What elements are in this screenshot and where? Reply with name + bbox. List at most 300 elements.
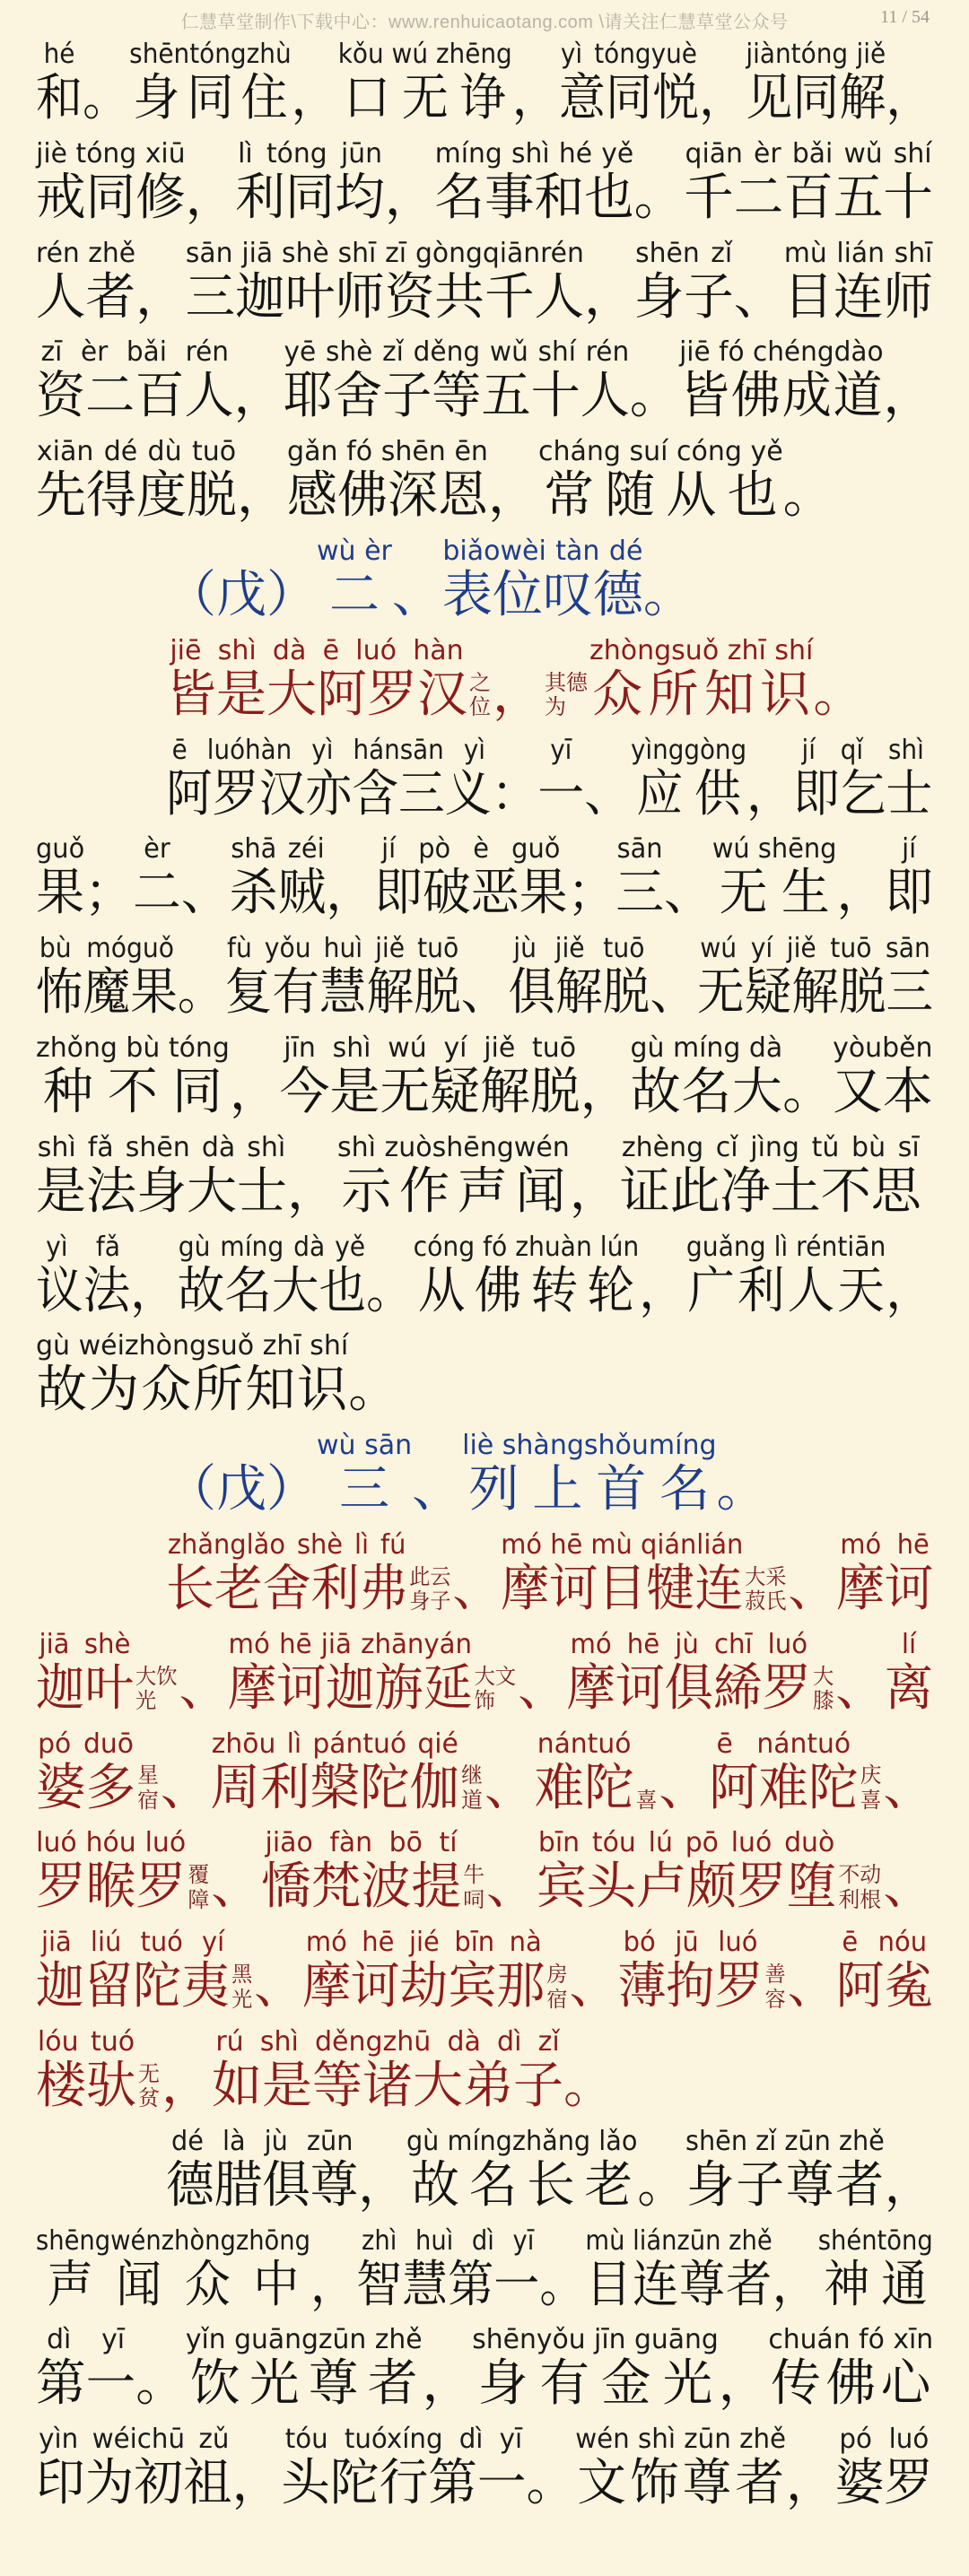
pinyin-text: xiān dé dù tuō — [36, 436, 237, 468]
punctuation: 、 — [452, 1560, 502, 1618]
hanzi-with-pinyin — [356, 2224, 540, 2314]
hanzi-text: 三迦叶师资共千人 — [185, 267, 585, 326]
hanzi-with-pinyin — [133, 833, 181, 923]
pinyin-text: dé là jù zūn — [166, 2125, 359, 2157]
punctuation: ， — [584, 267, 634, 326]
pinyin-text: pó duō — [36, 1727, 136, 1760]
hanzi-text: 常随从也 — [538, 466, 783, 526]
hanzi-text: 无生 — [711, 864, 837, 923]
pinyin-text: bīn tóu lú pō luó duò — [536, 1827, 837, 1859]
hanzi-with-pinyin — [36, 1827, 187, 1917]
hanzi-text: 人者 — [36, 267, 136, 326]
commentary-line — [36, 919, 934, 1023]
annotation-char: 喜 — [635, 1788, 658, 1813]
hanzi-text: 周利槃陀伽 — [210, 1758, 460, 1817]
annotation-char: 庆 — [860, 1762, 882, 1788]
pinyin-text: lóu tuó — [36, 2026, 136, 2058]
punctuation: 、 — [254, 1957, 303, 2016]
hanzi-with-pinyin — [36, 2224, 310, 2314]
pinyin-text: jiā liú tuó yí — [36, 1927, 231, 1959]
hanzi-text: 资二百人 — [36, 367, 234, 426]
punctuation: ， — [130, 1261, 178, 1320]
pinyin-text: yē shè zǐ děng wǔ shí rén — [283, 336, 630, 369]
hanzi-text: 身有金光 — [472, 2354, 719, 2414]
inline-annotation — [461, 1763, 483, 1813]
hanzi-with-pinyin — [36, 39, 83, 127]
punctuation: 、 — [883, 1758, 933, 1817]
hanzi-with-pinyin — [36, 2324, 136, 2414]
pinyin-text: mù lián shī — [783, 237, 933, 269]
hanzi-with-pinyin — [36, 1032, 230, 1121]
hanzi-text: 薄拘罗 — [617, 1957, 764, 2016]
punctuation: 。 — [526, 2454, 576, 2513]
punctuation: 、 — [484, 1758, 535, 1817]
pinyin-text: lì tóng jūn — [235, 137, 385, 170]
hanzi-text: 耶舍子等五十人 — [283, 367, 630, 426]
inline-annotation — [138, 2062, 160, 2111]
punctuation: 、 — [788, 1560, 837, 1618]
hanzi-with-pinyin — [36, 1330, 349, 1420]
pinyin-text: tóu tuóxíng dì yī — [281, 2424, 527, 2456]
hanzi-text: 戒同修 — [36, 168, 186, 227]
punctuation: ， — [162, 2057, 212, 2115]
hanzi-with-pinyin — [129, 39, 292, 127]
punctuation: 、 — [160, 1758, 211, 1817]
pinyin-text: yī — [537, 734, 585, 766]
pinyin-text: mó hē mù qiánlián — [501, 1529, 744, 1561]
page-number: 11 / 54 — [880, 7, 930, 27]
pinyin-text: jiē shì dà ē luó hàn — [166, 634, 467, 666]
hanzi-text: 饮光尊者 — [185, 2354, 423, 2414]
hanzi-text: 众所知识 — [589, 665, 814, 724]
pinyin-text: shā zéi — [229, 833, 327, 866]
punctuation: 。 — [813, 665, 864, 724]
annotation-char: 呞 — [463, 1886, 484, 1912]
hanzi-with-pinyin — [835, 1927, 933, 2016]
hanzi-with-pinyin — [287, 436, 488, 526]
punctuation: ， — [310, 2255, 357, 2314]
pinyin-text: jù jiě tuō — [508, 933, 650, 965]
inline-annotation — [838, 1863, 881, 1912]
punctuation: 、 — [650, 963, 697, 1023]
annotation-char: 星 — [137, 1762, 159, 1788]
hanzi-text: 俱解脱 — [508, 963, 650, 1023]
commentary-line — [36, 224, 933, 326]
punctuation: 、 — [518, 1658, 567, 1718]
punctuation: 、 — [787, 1957, 836, 2016]
annotation-char: 宿 — [137, 1788, 159, 1813]
punctuation: 。 — [782, 1063, 833, 1121]
punctuation: （戊） — [166, 1460, 317, 1519]
inline-annotation — [860, 1763, 882, 1813]
commentary-line — [36, 2212, 933, 2314]
pinyin-text: mó hē — [836, 1529, 933, 1561]
commentary-line — [36, 1118, 933, 1221]
hanzi-text: 果 — [36, 864, 85, 923]
commentary-line — [36, 1019, 933, 1121]
hanzi-with-pinyin — [768, 2324, 934, 2414]
hanzi-text: 广利人天 — [685, 1261, 886, 1320]
annotation-char: 位 — [469, 694, 491, 720]
commentary-line — [36, 820, 934, 923]
punctuation: ， — [287, 1162, 337, 1221]
punctuation: ： — [491, 764, 538, 823]
pinyin-text: liè shàngshǒumíng — [462, 1430, 717, 1462]
header-watermark-text: 仁慧草堂制作\下载中心：www.renhuicaotang.com \请关注仁慧草堂公众号 — [180, 13, 789, 32]
pinyin-text: jiè tóng xiū — [36, 137, 186, 170]
hanzi-text: 种不同 — [36, 1063, 230, 1121]
hanzi-with-pinyin — [302, 1927, 546, 2016]
pinyin-text: hé — [36, 39, 83, 70]
hanzi-with-pinyin — [36, 1927, 231, 2016]
hanzi-with-pinyin — [36, 933, 178, 1023]
hanzi-text: 复有慧解脱 — [224, 963, 461, 1023]
annotation-char: 房 — [546, 1962, 568, 1987]
pinyin-text: cóng fó zhuàn lún — [413, 1231, 640, 1263]
hanzi-with-pinyin — [212, 2026, 563, 2115]
hanzi-with-pinyin — [281, 2424, 527, 2513]
hanzi-text: 迦留陀夷 — [36, 1957, 231, 2016]
pinyin-text: lí — [884, 1628, 934, 1660]
hanzi-with-pinyin — [684, 137, 933, 227]
punctuation: ， — [884, 2155, 933, 2215]
hanzi-with-pinyin — [817, 2224, 933, 2314]
hanzi-with-pinyin — [566, 1628, 812, 1718]
pinyin-text: yǐn guāngzūn zhě — [185, 2324, 423, 2356]
annotation-char: 喜 — [860, 1788, 882, 1813]
hanzi-with-pinyin — [631, 734, 747, 823]
hanzi-with-pinyin — [185, 237, 585, 326]
hanzi-with-pinyin — [36, 436, 237, 526]
hanzi-with-pinyin — [585, 2224, 773, 2314]
inline-annotation — [546, 1962, 567, 2012]
hanzi-text: 即破恶果 — [374, 864, 568, 923]
pinyin-text: wú yí jiě tuō sān — [696, 933, 934, 965]
hanzi-with-pinyin — [536, 1827, 837, 1917]
pinyin-text: jí pò è guǒ — [374, 833, 568, 866]
pinyin-text: zhōu lì pántuó qié — [210, 1727, 460, 1760]
hanzi-with-pinyin — [229, 833, 327, 923]
punctuation: ， — [488, 466, 538, 526]
hanzi-text: 德腊俱尊 — [166, 2155, 359, 2215]
pinyin-text: gù wéizhòngsuǒ zhī shí — [36, 1330, 349, 1362]
hanzi-text: 二 — [317, 566, 392, 624]
pinyin-text: wù èr — [317, 535, 392, 567]
hanzi-text: 文饰尊者 — [575, 2454, 787, 2513]
hanzi-with-pinyin — [617, 1927, 764, 2016]
hanzi-with-pinyin — [413, 1231, 640, 1320]
inline-annotation — [231, 1962, 252, 2012]
hanzi-text: 第一 — [36, 2354, 136, 2414]
punctuation: ， — [231, 2454, 282, 2513]
pinyin-text: gù míngzhǎng lǎo — [406, 2125, 638, 2157]
hanzi-with-pinyin — [633, 237, 734, 326]
punctuation: 、 — [179, 1658, 229, 1718]
hanzi-text: 感佛深恩 — [287, 466, 488, 526]
sutra-line — [36, 1814, 933, 1917]
hanzi-text: 又本 — [832, 1063, 933, 1121]
hanzi-text: 利同均 — [235, 168, 385, 227]
hanzi-text: 头陀行第一 — [281, 2454, 527, 2513]
punctuation: ， — [836, 864, 886, 923]
hanzi-with-pinyin — [746, 39, 886, 127]
commentary-line — [36, 1218, 933, 1320]
commentary-line — [36, 125, 933, 227]
hanzi-text: 宾头卢颇罗堕 — [536, 1858, 837, 1917]
hanzi-text: 今是无疑解脱 — [279, 1063, 581, 1121]
hanzi-with-pinyin — [630, 1032, 783, 1121]
pinyin-text: sān — [615, 833, 665, 866]
hanzi-with-pinyin — [185, 2324, 423, 2414]
pinyin-text: shēn zǐ zūn zhě — [685, 2125, 885, 2157]
annotation-char: 无 — [138, 2060, 160, 2086]
pinyin-text: dì yī — [36, 2324, 136, 2356]
inline-annotation — [188, 1863, 209, 1912]
annotation-char: 菽氏 — [745, 1588, 787, 1614]
annotation-char: 容 — [764, 1986, 786, 2012]
pinyin-text: yìnggòng — [631, 734, 747, 766]
punctuation: 。 — [637, 2155, 686, 2215]
hanzi-text: 长老舍利弗 — [166, 1560, 408, 1618]
punctuation: 。 — [366, 1261, 414, 1320]
hanzi-with-pinyin — [317, 535, 392, 624]
hanzi-with-pinyin — [228, 1628, 473, 1718]
hanzi-text: 故名长老 — [406, 2155, 638, 2215]
punctuation: ， — [229, 1063, 280, 1121]
annotation-char: 此云 — [409, 1563, 451, 1589]
pinyin-text: yòuběn — [832, 1032, 933, 1064]
hanzi-with-pinyin — [441, 535, 643, 624]
hanzi-with-pinyin — [36, 336, 234, 426]
punctuation: 、 — [211, 1858, 261, 1917]
pinyin-text: ē nóu — [835, 1927, 933, 1959]
punctuation: 。 — [642, 566, 694, 624]
inline-annotation — [469, 671, 491, 720]
punctuation: 、 — [584, 764, 631, 823]
punctuation: 。 — [348, 1361, 399, 1420]
annotation-char: 贫 — [138, 2085, 160, 2111]
hanzi-with-pinyin — [166, 1529, 408, 1618]
hanzi-with-pinyin — [834, 2424, 934, 2513]
hanzi-text: 故名大也 — [177, 1261, 367, 1320]
hanzi-with-pinyin — [235, 137, 385, 227]
hanzi-text: 应供 — [631, 764, 747, 823]
hanzi-text: 先得度脱 — [36, 466, 237, 526]
pinyin-text: rú shì děngzhū dà dì zǐ — [212, 2026, 563, 2058]
hanzi-text: 声闻众中 — [36, 2255, 310, 2314]
pinyin-text: zhòngsuǒ zhī shí — [589, 634, 814, 666]
punctuation: ， — [580, 1063, 631, 1121]
punctuation: ， — [639, 1261, 686, 1320]
punctuation: （戊） — [166, 566, 317, 624]
hanzi-with-pinyin — [224, 933, 461, 1023]
hanzi-text: 表位叹德 — [441, 566, 643, 624]
pinyin-text: jí — [885, 833, 934, 866]
inline-annotation — [745, 1565, 786, 1614]
sutra-line — [36, 1913, 933, 2016]
punctuation: ， — [422, 2354, 473, 2414]
pinyin-text: wén shì zūn zhě — [575, 2424, 787, 2456]
hanzi-text: 阿难陀 — [708, 1758, 859, 1817]
hanzi-with-pinyin — [685, 2125, 885, 2215]
hanzi-with-pinyin — [337, 39, 512, 127]
punctuation: ， — [886, 1261, 933, 1320]
sutra-line — [36, 1715, 933, 1817]
hanzi-with-pinyin — [589, 634, 814, 724]
hanzi-text: 示作声闻 — [337, 1162, 570, 1221]
pinyin-text: mó hē jié bīn nà — [302, 1927, 546, 1959]
hanzi-text: 婆罗 — [834, 2454, 934, 2513]
pinyin-text: zhǒng bù tóng — [36, 1032, 230, 1064]
punctuation: ， — [746, 764, 793, 823]
hanzi-text: 阿㝹 — [835, 1957, 933, 2016]
pinyin-text: yì fǎ — [36, 1231, 131, 1263]
annotation-char: 光 — [135, 1688, 157, 1714]
pinyin-text: luó hóu luó — [36, 1827, 187, 1859]
punctuation: ， — [718, 2354, 769, 2414]
hanzi-text: 意同悦 — [558, 69, 700, 127]
hanzi-text: 难陀 — [534, 1758, 634, 1817]
punctuation: ； — [84, 864, 134, 923]
hanzi-text: 即乞士 — [792, 764, 933, 823]
hanzi-with-pinyin — [36, 237, 136, 326]
punctuation: 、 — [460, 963, 509, 1023]
hanzi-with-pinyin — [36, 1727, 136, 1817]
hanzi-text: 罗睺罗 — [36, 1858, 187, 1917]
pinyin-text: jiàntóng jiě — [746, 39, 886, 70]
hanzi-text: 从佛转轮 — [413, 1261, 640, 1320]
annotation-char: 饰 — [474, 1688, 495, 1714]
hanzi-text: 智慧第一 — [356, 2255, 540, 2314]
annotation-char: 为 — [545, 694, 566, 720]
sutra-line — [166, 1516, 933, 1618]
punctuation: ， — [384, 168, 435, 227]
hanzi-with-pinyin — [696, 933, 934, 1023]
commentary-line — [36, 1317, 933, 1420]
punctuation: ， — [237, 466, 287, 526]
hanzi-with-pinyin — [36, 137, 186, 227]
hanzi-with-pinyin — [832, 1032, 933, 1121]
punctuation: ； — [567, 864, 616, 923]
annotation-char: 宿 — [546, 1986, 568, 2012]
hanzi-with-pinyin — [711, 833, 837, 923]
annotation-char: 大采 — [745, 1563, 787, 1589]
annotation-char: 光 — [231, 1986, 253, 2012]
inline-annotation — [135, 1665, 178, 1714]
hanzi-with-pinyin — [166, 734, 492, 823]
hanzi-with-pinyin — [884, 1628, 934, 1718]
hanzi-with-pinyin — [317, 1430, 413, 1519]
punctuation: 。 — [177, 963, 225, 1023]
pinyin-text: sān jiā shè shī zī gòngqiānrén — [185, 237, 585, 269]
annotation-char: 膝 — [812, 1688, 834, 1714]
punctuation: ， — [358, 2155, 406, 2215]
pinyin-text: fù yǒu huì jiě tuō — [224, 933, 461, 965]
pinyin-text: shì zuòshēngwén — [337, 1131, 570, 1163]
section-heading — [166, 522, 933, 624]
hanzi-with-pinyin — [36, 833, 85, 923]
annotation-char: 其德 — [545, 669, 588, 695]
punctuation: 。 — [539, 2255, 586, 2314]
annotation-char: 大 — [812, 1663, 834, 1689]
hanzi-with-pinyin — [792, 734, 933, 823]
hanzi-with-pinyin — [462, 1430, 717, 1519]
hanzi-with-pinyin — [708, 1727, 859, 1817]
pinyin-text: mù liánzūn zhě — [585, 2224, 773, 2257]
commentary-line — [36, 25, 933, 127]
pinyin-text: biǎowèi tàn dé — [441, 535, 643, 567]
pinyin-text: èr — [133, 833, 181, 866]
hanzi-with-pinyin — [501, 1529, 744, 1618]
pinyin-text: nántuó — [534, 1727, 634, 1760]
hanzi-text: 身子 — [633, 267, 734, 326]
hanzi-text: 即 — [885, 864, 934, 923]
hanzi-with-pinyin — [434, 137, 634, 227]
inline-annotation — [813, 1665, 834, 1714]
inline-annotation — [463, 1863, 484, 1912]
hanzi-with-pinyin — [406, 2125, 638, 2215]
hanzi-text: 身同住 — [129, 69, 292, 127]
punctuation: 、 — [664, 864, 712, 923]
inline-annotation — [765, 1962, 786, 2012]
pinyin-text: jīn shì wú yí jiě tuō — [279, 1032, 581, 1064]
annotation-char: 覆 — [188, 1862, 210, 1888]
hanzi-with-pinyin — [534, 1727, 634, 1817]
pinyin-text: bù móguǒ — [36, 933, 178, 965]
hanzi-with-pinyin — [619, 1131, 921, 1221]
hanzi-with-pinyin — [177, 1231, 367, 1320]
hanzi-text: 传佛心 — [768, 2354, 934, 2414]
hanzi-text: 阿罗汉亦含三义 — [166, 764, 492, 823]
punctuation: ， — [135, 267, 186, 326]
pinyin-text: shēngwénzhòngzhōng — [36, 2224, 310, 2257]
annotation-char: 黑 — [231, 1962, 253, 1987]
punctuation: 。 — [782, 466, 834, 526]
hanzi-with-pinyin — [538, 436, 783, 526]
hanzi-text: 列上首名 — [462, 1460, 717, 1519]
punctuation: 。 — [83, 69, 130, 127]
inline-annotation — [409, 1565, 450, 1614]
pinyin-text: gǎn fó shēn ēn — [287, 436, 488, 468]
hanzi-text: 皆是大阿罗汉 — [166, 665, 467, 724]
punctuation: ， — [326, 864, 375, 923]
punctuation: ， — [699, 69, 746, 127]
hanzi-text: 无疑解脱三 — [696, 963, 934, 1023]
hanzi-text: 婆多 — [36, 1758, 136, 1817]
punctuation: 、 — [180, 864, 230, 923]
hanzi-text: 摩诃俱絺罗 — [566, 1658, 812, 1718]
pinyin-text: jiā shè — [36, 1628, 134, 1660]
commentary-line — [36, 2311, 934, 2414]
commentary-line — [36, 2410, 934, 2513]
hanzi-text: 和 — [36, 69, 83, 127]
pinyin-text: jiāo fàn bō tí — [260, 1827, 462, 1859]
pinyin-text: shēnyǒu jīn guāng — [472, 2324, 719, 2356]
hanzi-with-pinyin — [472, 2324, 719, 2414]
hanzi-text: 名事和也 — [434, 168, 634, 227]
hanzi-text: 故为众所知识 — [36, 1361, 349, 1420]
hanzi-text: 一 — [537, 764, 585, 823]
punctuation: 。 — [629, 367, 680, 426]
hanzi-text: 离 — [884, 1658, 934, 1718]
hanzi-text: 千二百五十 — [684, 168, 933, 227]
punctuation: 、 — [569, 1957, 618, 2016]
hanzi-with-pinyin — [885, 833, 934, 923]
punctuation: ， — [886, 69, 933, 127]
hanzi-text: 故名大 — [630, 1063, 783, 1121]
hanzi-text: 见同解 — [746, 69, 886, 127]
punctuation: 、 — [485, 1858, 537, 1917]
